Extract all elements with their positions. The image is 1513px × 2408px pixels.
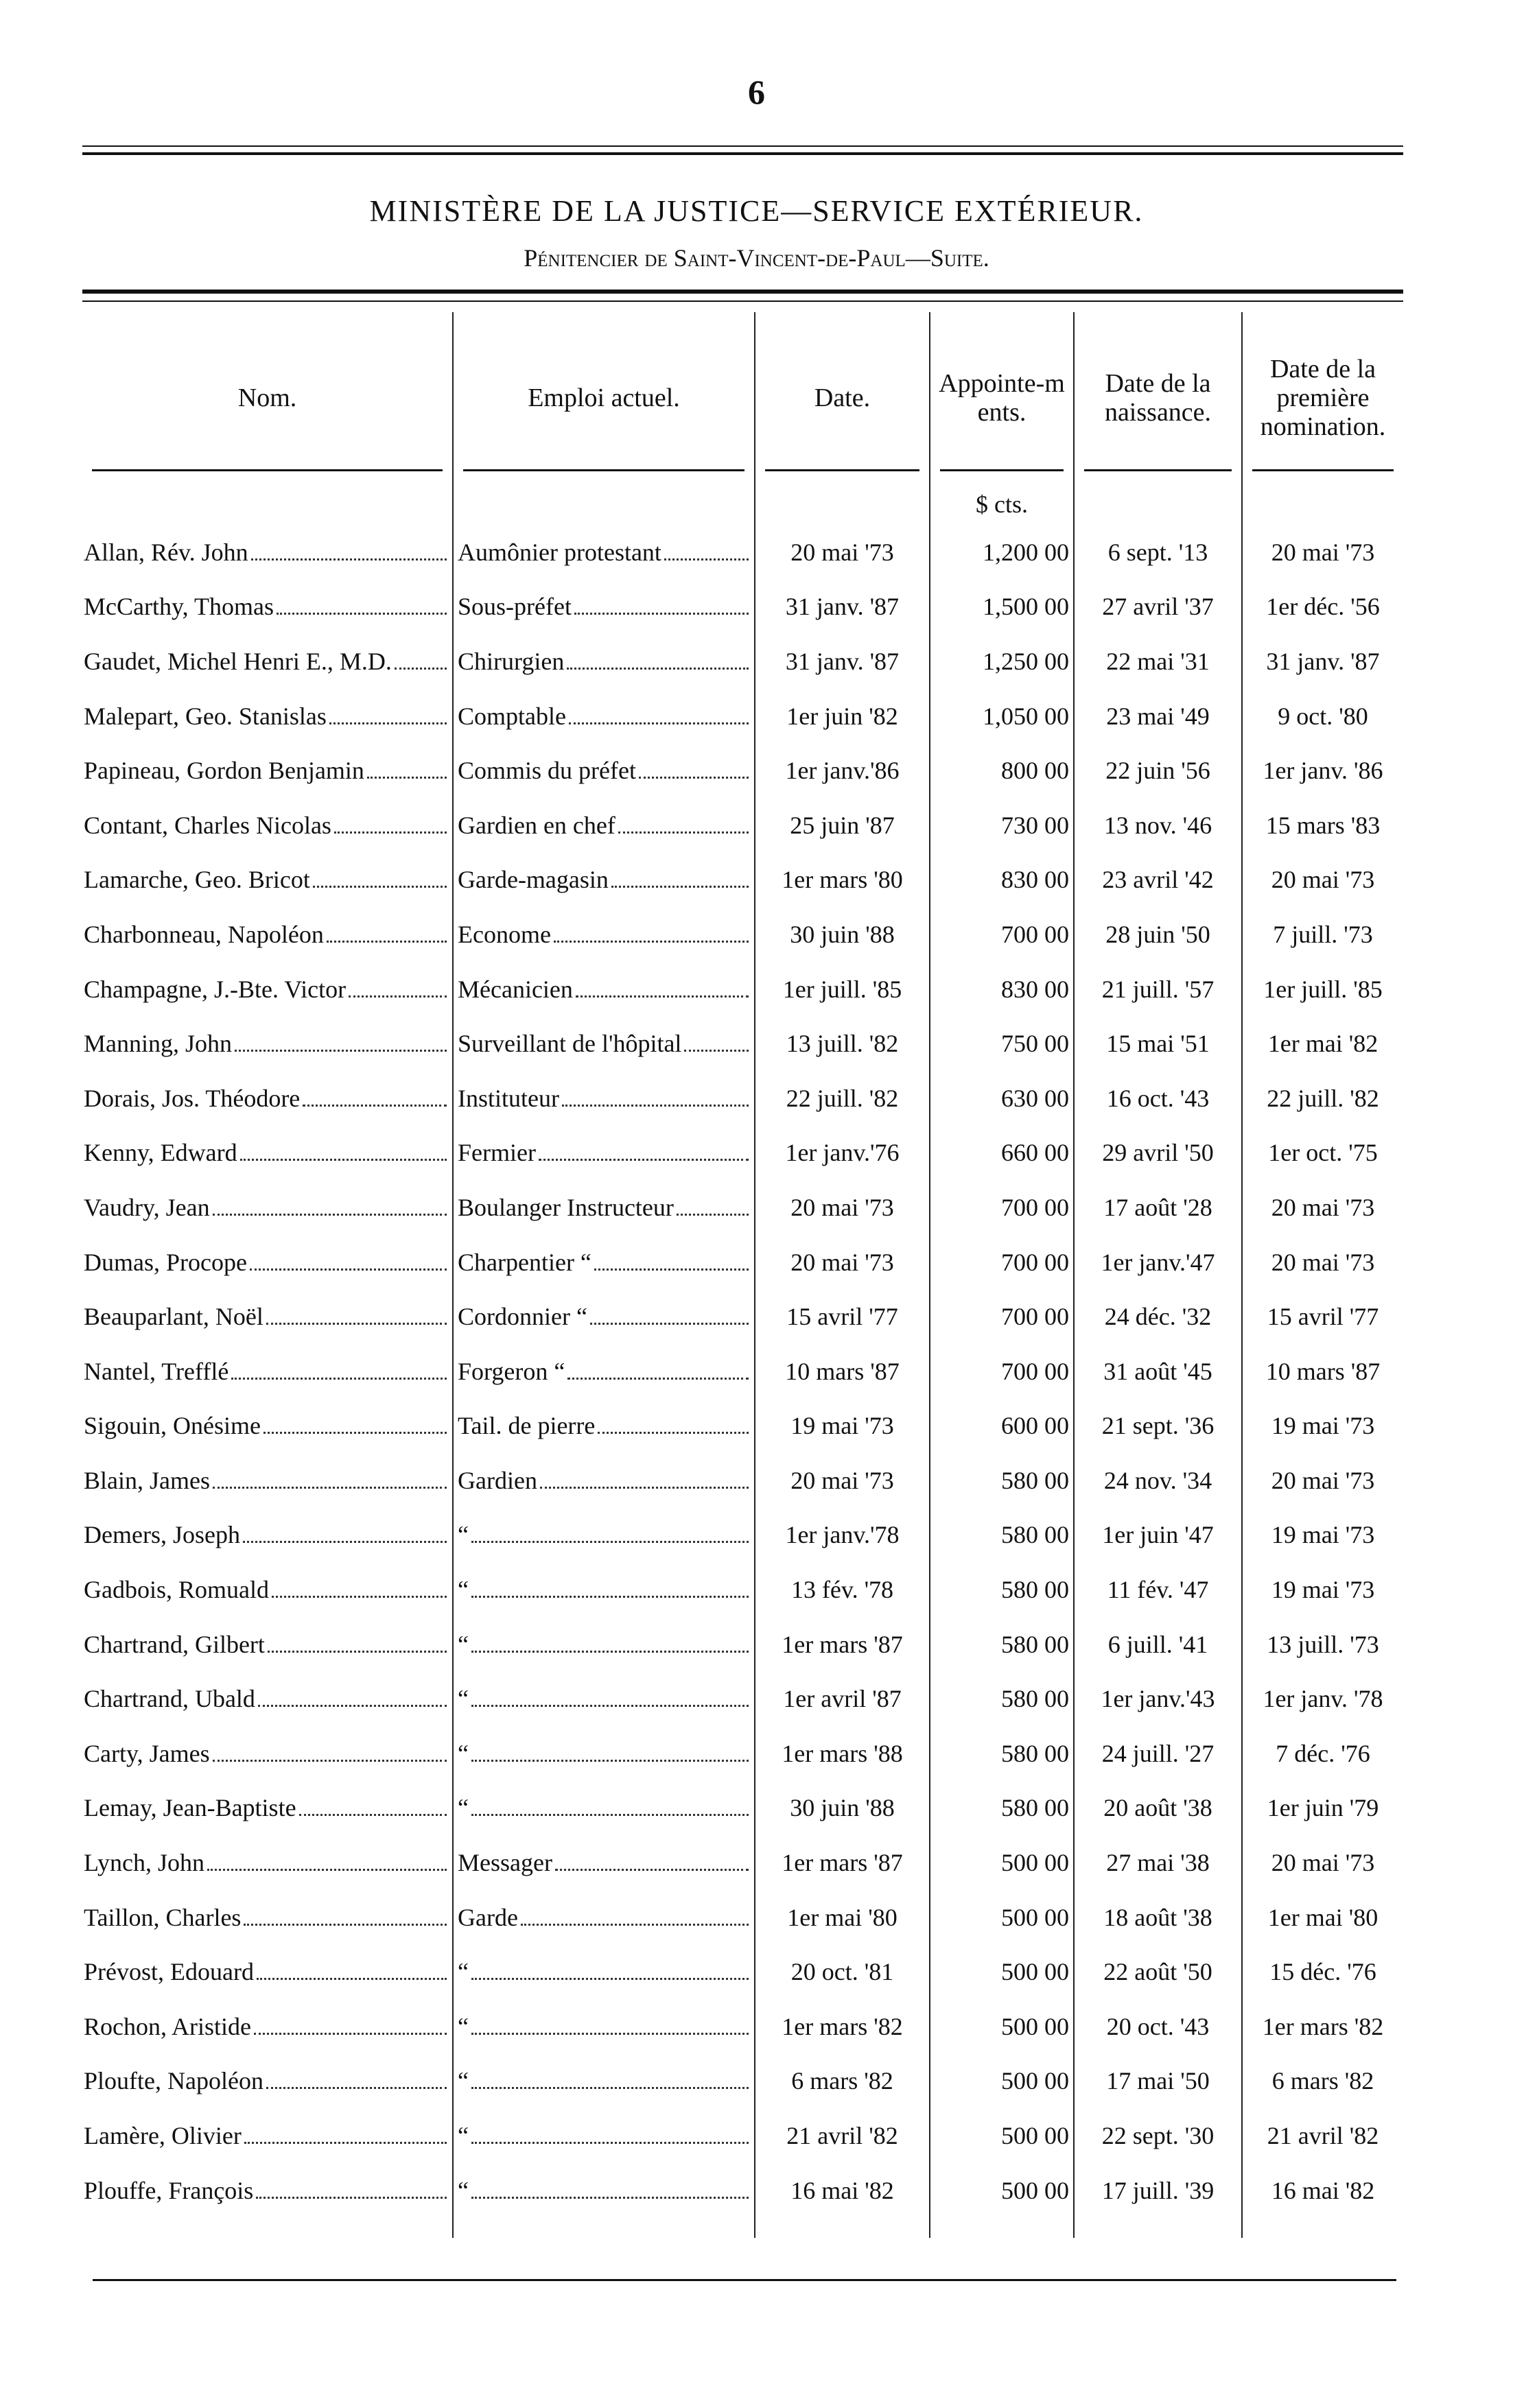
- cell-name: Rochon, Aristide: [82, 1999, 453, 2054]
- table-row: [82, 580, 1403, 635]
- cell-employment: “: [453, 1726, 755, 1781]
- salary-units: $ cts.: [930, 484, 1074, 525]
- cell-salary: 800 00: [930, 743, 1074, 798]
- cell-name: Malepart, Geo. Stanislas: [82, 689, 453, 744]
- bottom-rule: [93, 2279, 1396, 2281]
- cell-employment: Econome: [453, 907, 755, 962]
- cell-employment: Surveillant de l'hôpital: [453, 1016, 755, 1071]
- cell-date: 20 oct. '81: [755, 1944, 930, 1999]
- cell-birth: 23 mai '49: [1074, 689, 1242, 744]
- cell-first-appointment: 20 mai '73: [1242, 1180, 1403, 1235]
- cell-employment: “: [453, 2054, 755, 2109]
- cell-birth: 27 avril '37: [1074, 580, 1242, 635]
- cell-name: Gaudet, Michel Henri E., M.D.: [82, 634, 453, 689]
- cell-date: 22 juill. '82: [755, 1071, 930, 1126]
- column-header-employment: Emploi actuel.: [453, 312, 755, 484]
- cell-date: 21 avril '82: [755, 2108, 930, 2163]
- cell-first-appointment: 15 avril '77: [1242, 1289, 1403, 1344]
- cell-salary: 500 00: [930, 2108, 1074, 2163]
- cell-birth: 22 sept. '30: [1074, 2108, 1242, 2163]
- cell-first-appointment: 10 mars '87: [1242, 1344, 1403, 1399]
- cell-first-appointment: 15 déc. '76: [1242, 1944, 1403, 1999]
- header-rule-thin: [82, 300, 1403, 302]
- cell-employment: Gardien en chef: [453, 798, 755, 853]
- cell-employment: Cordonnier “: [453, 1289, 755, 1344]
- cell-name: Dorais, Jos. Théodore: [82, 1071, 453, 1126]
- cell-date: 1er janv.'78: [755, 1508, 930, 1563]
- cell-employment: Comptable: [453, 689, 755, 744]
- cell-name: Manning, John: [82, 1016, 453, 1071]
- table-row: [82, 1726, 1403, 1781]
- cell-salary: 660 00: [930, 1126, 1074, 1181]
- cell-name: Papineau, Gordon Benjamin: [82, 743, 453, 798]
- cell-name: Prévost, Edouard: [82, 1944, 453, 1999]
- cell-first-appointment: 13 juill. '73: [1242, 1617, 1403, 1672]
- cell-birth: 13 nov. '46: [1074, 798, 1242, 853]
- cell-employment: Messager: [453, 1835, 755, 1890]
- cell-salary: 700 00: [930, 1180, 1074, 1235]
- cell-date: 1er avril '87: [755, 1671, 930, 1726]
- cell-first-appointment: 1er mai '80: [1242, 1890, 1403, 1945]
- cell-date: 30 juin '88: [755, 1781, 930, 1836]
- table-row: [82, 1235, 1403, 1290]
- cell-first-appointment: 31 janv. '87: [1242, 634, 1403, 689]
- cell-date: 1er janv.'76: [755, 1126, 930, 1181]
- cell-birth: 20 oct. '43: [1074, 1999, 1242, 2054]
- header-rule-thick: [82, 290, 1403, 294]
- cell-employment: Aumônier protestant: [453, 525, 755, 580]
- cell-birth: 28 juin '50: [1074, 907, 1242, 962]
- cell-date: 20 mai '73: [755, 525, 930, 580]
- cell-salary: 600 00: [930, 1399, 1074, 1454]
- cell-birth: 1er janv.'43: [1074, 1671, 1242, 1726]
- cell-name: Kenny, Edward: [82, 1126, 453, 1181]
- cell-first-appointment: 1er janv. '86: [1242, 743, 1403, 798]
- document-title: MINISTÈRE DE LA JUSTICE—SERVICE EXTÉRIEUR.: [369, 194, 1144, 228]
- page-number: 6: [748, 73, 765, 111]
- cell-date: 1er mars '87: [755, 1835, 930, 1890]
- table-row: [82, 1835, 1403, 1890]
- cell-salary: 750 00: [930, 1016, 1074, 1071]
- cell-salary: 580 00: [930, 1508, 1074, 1563]
- table-row: [82, 1180, 1403, 1235]
- table-row: [82, 1453, 1403, 1508]
- cell-salary: 1,050 00: [930, 689, 1074, 744]
- cell-birth: 6 juill. '41: [1074, 1617, 1242, 1672]
- cell-date: 1er juin '82: [755, 689, 930, 744]
- cell-birth: 24 nov. '34: [1074, 1453, 1242, 1508]
- table-row: [82, 1781, 1403, 1836]
- cell-date: 31 janv. '87: [755, 580, 930, 635]
- cell-salary: 700 00: [930, 1344, 1074, 1399]
- cell-salary: 630 00: [930, 1071, 1074, 1126]
- cell-date: 1er mars '87: [755, 1617, 930, 1672]
- table-row: [82, 853, 1403, 908]
- cell-first-appointment: 1er déc. '56: [1242, 580, 1403, 635]
- cell-name: Demers, Joseph: [82, 1508, 453, 1563]
- cell-employment: Instituteur: [453, 1071, 755, 1126]
- cell-salary: 700 00: [930, 1289, 1074, 1344]
- table-row: [82, 1562, 1403, 1617]
- cell-salary: 580 00: [930, 1617, 1074, 1672]
- table-row: [82, 1944, 1403, 1999]
- top-rule-thin: [82, 145, 1403, 147]
- cell-date: 6 mars '82: [755, 2054, 930, 2109]
- table-row: [82, 1999, 1403, 2054]
- cell-employment: Chirurgien: [453, 634, 755, 689]
- cell-date: 1er mars '88: [755, 1726, 930, 1781]
- cell-employment: Garde: [453, 1890, 755, 1945]
- cell-name: Chartrand, Ubald: [82, 1671, 453, 1726]
- cell-employment: “: [453, 1617, 755, 1672]
- cell-date: 16 mai '82: [755, 2163, 930, 2239]
- cell-date: 15 avril '77: [755, 1289, 930, 1344]
- table-row: [82, 1508, 1403, 1563]
- table-row: [82, 1399, 1403, 1454]
- cell-birth: 31 août '45: [1074, 1344, 1242, 1399]
- cell-first-appointment: 1er mai '82: [1242, 1016, 1403, 1071]
- cell-name: Charbonneau, Napoléon: [82, 907, 453, 962]
- column-header-date: Date.: [755, 312, 930, 484]
- cell-date: 25 juin '87: [755, 798, 930, 853]
- cell-birth: 23 avril '42: [1074, 853, 1242, 908]
- cell-employment: “: [453, 1671, 755, 1726]
- cell-name: Dumas, Procope: [82, 1235, 453, 1290]
- table-row: [82, 1890, 1403, 1945]
- staff-table: [82, 312, 1403, 2238]
- table-row: [82, 1289, 1403, 1344]
- cell-first-appointment: 1er juin '79: [1242, 1781, 1403, 1836]
- cell-salary: 700 00: [930, 907, 1074, 962]
- cell-salary: 580 00: [930, 1726, 1074, 1781]
- column-header-name: Nom.: [82, 312, 453, 484]
- cell-birth: 1er janv.'47: [1074, 1235, 1242, 1290]
- cell-employment: “: [453, 1781, 755, 1836]
- cell-first-appointment: 19 mai '73: [1242, 1508, 1403, 1563]
- cell-employment: “: [453, 2163, 755, 2239]
- column-header-birth: Date de la naissance.: [1074, 312, 1242, 484]
- cell-employment: Fermier: [453, 1126, 755, 1181]
- table-row: [82, 634, 1403, 689]
- cell-salary: 580 00: [930, 1562, 1074, 1617]
- cell-birth: 11 fév. '47: [1074, 1562, 1242, 1617]
- cell-employment: Gardien: [453, 1453, 755, 1508]
- cell-salary: 730 00: [930, 798, 1074, 853]
- cell-salary: 830 00: [930, 853, 1074, 908]
- table-row: [82, 689, 1403, 744]
- cell-birth: 20 août '38: [1074, 1781, 1242, 1836]
- cell-name: Nantel, Trefflé: [82, 1344, 453, 1399]
- table-row: [82, 743, 1403, 798]
- cell-employment: Commis du préfet: [453, 743, 755, 798]
- units-row: [82, 484, 1403, 525]
- cell-first-appointment: 20 mai '73: [1242, 525, 1403, 580]
- cell-employment: Tail. de pierre: [453, 1399, 755, 1454]
- cell-salary: 500 00: [930, 1890, 1074, 1945]
- cell-salary: 1,200 00: [930, 525, 1074, 580]
- cell-first-appointment: 20 mai '73: [1242, 1835, 1403, 1890]
- cell-employment: Charpentier “: [453, 1235, 755, 1290]
- cell-salary: 580 00: [930, 1781, 1074, 1836]
- cell-salary: 500 00: [930, 1835, 1074, 1890]
- cell-name: Lamarche, Geo. Bricot: [82, 853, 453, 908]
- cell-birth: 15 mai '51: [1074, 1016, 1242, 1071]
- table-row: [82, 2108, 1403, 2163]
- cell-employment: “: [453, 1508, 755, 1563]
- table-row: [82, 907, 1403, 962]
- cell-date: 1er juill. '85: [755, 962, 930, 1017]
- cell-birth: 6 sept. '13: [1074, 525, 1242, 580]
- cell-first-appointment: 7 déc. '76: [1242, 1726, 1403, 1781]
- cell-salary: 580 00: [930, 1671, 1074, 1726]
- cell-employment: “: [453, 1999, 755, 2054]
- cell-name: Blain, James: [82, 1453, 453, 1508]
- cell-date: 13 fév. '78: [755, 1562, 930, 1617]
- cell-date: 1er mars '82: [755, 1999, 930, 2054]
- cell-first-appointment: 15 mars '83: [1242, 798, 1403, 853]
- cell-first-appointment: 21 avril '82: [1242, 2108, 1403, 2163]
- table-row: [82, 1016, 1403, 1071]
- cell-salary: 500 00: [930, 1999, 1074, 2054]
- cell-first-appointment: 20 mai '73: [1242, 1453, 1403, 1508]
- cell-date: 31 janv. '87: [755, 634, 930, 689]
- table-row: [82, 1671, 1403, 1726]
- cell-name: Plouffe, François: [82, 2163, 453, 2239]
- cell-birth: 22 août '50: [1074, 1944, 1242, 1999]
- cell-first-appointment: 6 mars '82: [1242, 2054, 1403, 2109]
- cell-birth: 22 juin '56: [1074, 743, 1242, 798]
- cell-birth: 27 mai '38: [1074, 1835, 1242, 1890]
- cell-first-appointment: 1er juill. '85: [1242, 962, 1403, 1017]
- cell-birth: 22 mai '31: [1074, 634, 1242, 689]
- table-row: [82, 525, 1403, 580]
- cell-first-appointment: 7 juill. '73: [1242, 907, 1403, 962]
- cell-birth: 24 juill. '27: [1074, 1726, 1242, 1781]
- cell-birth: 1er juin '47: [1074, 1508, 1242, 1563]
- cell-salary: 500 00: [930, 2054, 1074, 2109]
- cell-first-appointment: 19 mai '73: [1242, 1562, 1403, 1617]
- cell-name: Carty, James: [82, 1726, 453, 1781]
- cell-name: Chartrand, Gilbert: [82, 1617, 453, 1672]
- cell-first-appointment: 1er oct. '75: [1242, 1126, 1403, 1181]
- cell-salary: 1,500 00: [930, 580, 1074, 635]
- cell-employment: Boulanger Instructeur: [453, 1180, 755, 1235]
- cell-name: Allan, Rév. John: [82, 525, 453, 580]
- cell-date: 20 mai '73: [755, 1453, 930, 1508]
- cell-name: Lamère, Olivier: [82, 2108, 453, 2163]
- cell-date: 1er mai '80: [755, 1890, 930, 1945]
- cell-employment: Sous-préfet: [453, 580, 755, 635]
- cell-employment: “: [453, 1944, 755, 1999]
- table-row: [82, 2054, 1403, 2109]
- cell-salary: 500 00: [930, 2163, 1074, 2239]
- cell-first-appointment: 20 mai '73: [1242, 853, 1403, 908]
- cell-name: Lynch, John: [82, 1835, 453, 1890]
- top-rule-thick: [82, 152, 1403, 155]
- cell-name: McCarthy, Thomas: [82, 580, 453, 635]
- cell-date: 19 mai '73: [755, 1399, 930, 1454]
- cell-name: Sigouin, Onésime: [82, 1399, 453, 1454]
- cell-birth: 17 mai '50: [1074, 2054, 1242, 2109]
- cell-date: 10 mars '87: [755, 1344, 930, 1399]
- cell-name: Lemay, Jean-Baptiste: [82, 1781, 453, 1836]
- cell-employment: “: [453, 1562, 755, 1617]
- cell-salary: 1,250 00: [930, 634, 1074, 689]
- column-header-salary: Appointe-m ents.: [930, 312, 1074, 484]
- cell-employment: Forgeron “: [453, 1344, 755, 1399]
- table-row: [82, 1071, 1403, 1126]
- cell-date: 13 juill. '82: [755, 1016, 930, 1071]
- cell-name: Gadbois, Romuald: [82, 1562, 453, 1617]
- cell-name: Taillon, Charles: [82, 1890, 453, 1945]
- cell-first-appointment: 16 mai '82: [1242, 2163, 1403, 2239]
- cell-first-appointment: 1er mars '82: [1242, 1999, 1403, 2054]
- cell-birth: 16 oct. '43: [1074, 1071, 1242, 1126]
- cell-birth: 21 sept. '36: [1074, 1399, 1242, 1454]
- cell-date: 30 juin '88: [755, 907, 930, 962]
- cell-birth: 29 avril '50: [1074, 1126, 1242, 1181]
- cell-date: 1er janv.'86: [755, 743, 930, 798]
- table-header-row: [82, 312, 1403, 484]
- cell-name: Champagne, J.-Bte. Victor: [82, 962, 453, 1017]
- cell-date: 20 mai '73: [755, 1235, 930, 1290]
- cell-employment: Garde-magasin: [453, 853, 755, 908]
- cell-birth: 18 août '38: [1074, 1890, 1242, 1945]
- cell-first-appointment: 9 oct. '80: [1242, 689, 1403, 744]
- cell-employment: Mécanicien: [453, 962, 755, 1017]
- cell-first-appointment: 22 juill. '82: [1242, 1071, 1403, 1126]
- table-row: [82, 798, 1403, 853]
- cell-birth: 21 juill. '57: [1074, 962, 1242, 1017]
- cell-birth: 17 août '28: [1074, 1180, 1242, 1235]
- document-subtitle: Pénitencier de Saint-Vincent-de-Paul—Suite.: [524, 244, 989, 272]
- cell-name: Ploufte, Napoléon: [82, 2054, 453, 2109]
- cell-birth: 17 juill. '39: [1074, 2163, 1242, 2239]
- cell-birth: 24 déc. '32: [1074, 1289, 1242, 1344]
- table-row: [82, 962, 1403, 1017]
- cell-first-appointment: 1er janv. '78: [1242, 1671, 1403, 1726]
- column-header-first-appointment: Date de la première nomination.: [1242, 312, 1403, 484]
- cell-employment: “: [453, 2108, 755, 2163]
- cell-salary: 580 00: [930, 1453, 1074, 1508]
- table-row: [82, 1617, 1403, 1672]
- cell-date: 1er mars '80: [755, 853, 930, 908]
- cell-salary: 830 00: [930, 962, 1074, 1017]
- cell-date: 20 mai '73: [755, 1180, 930, 1235]
- cell-salary: 700 00: [930, 1235, 1074, 1290]
- cell-name: Beauparlant, Noël: [82, 1289, 453, 1344]
- cell-first-appointment: 19 mai '73: [1242, 1399, 1403, 1454]
- cell-name: Vaudry, Jean: [82, 1180, 453, 1235]
- table-row: [82, 1126, 1403, 1181]
- table-row: [82, 1344, 1403, 1399]
- cell-first-appointment: 20 mai '73: [1242, 1235, 1403, 1290]
- cell-name: Contant, Charles Nicolas: [82, 798, 453, 853]
- cell-salary: 500 00: [930, 1944, 1074, 1999]
- table-row: [82, 2163, 1403, 2239]
